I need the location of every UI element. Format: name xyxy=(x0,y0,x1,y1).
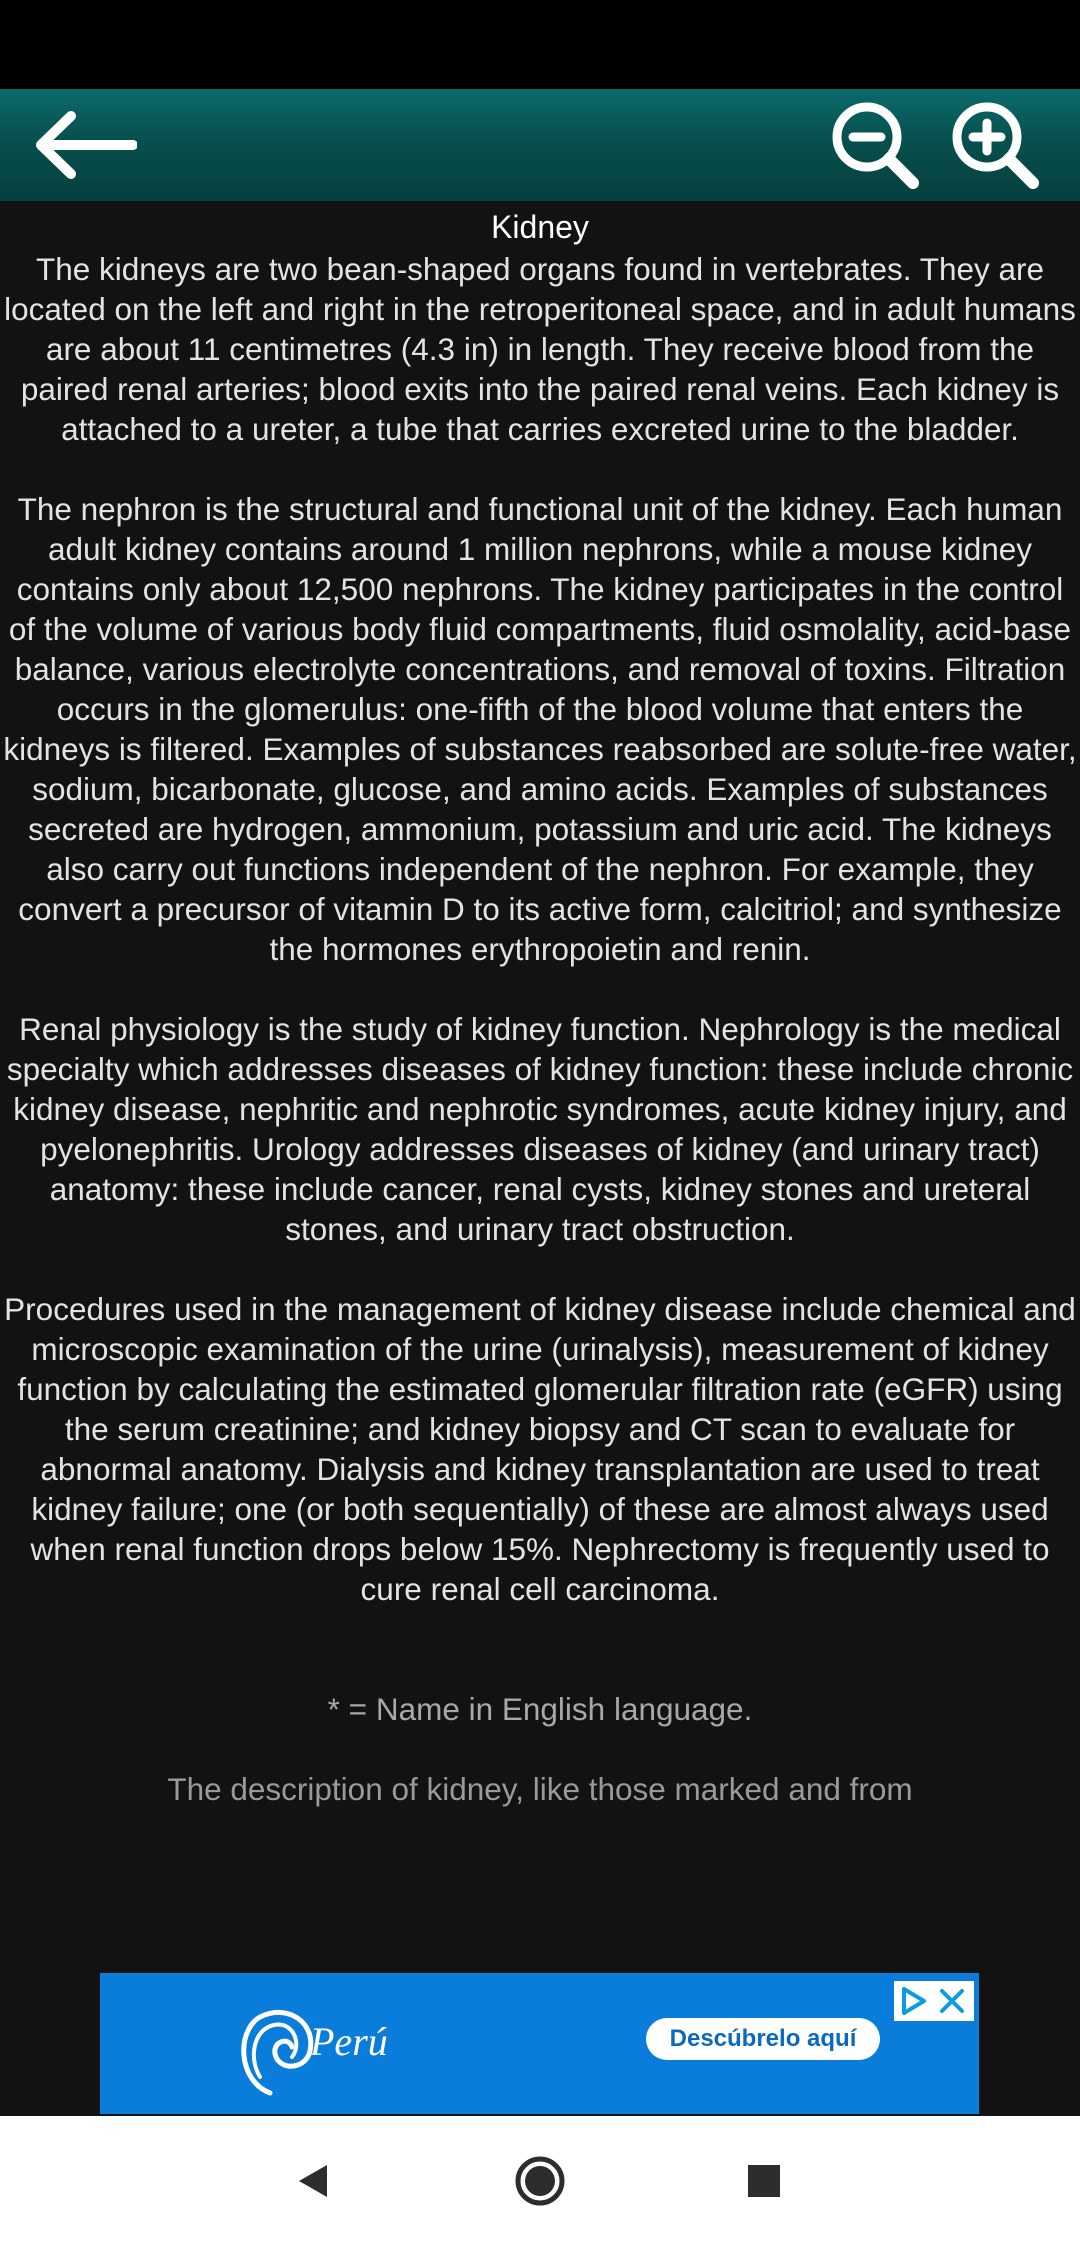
footnote: * = Name in English language. xyxy=(327,1691,753,1727)
ad-area xyxy=(0,1973,1080,2116)
article-paragraph-4: Procedures used in the management of kidney disease include chemical and microscopic examination of the urine (urinalysis), measurement of kidney function by calculating the estimated glomerular filtration rate (eGFR) using the serum creatinine; and kidney biopsy and CT scan to evaluate for abnormal anatomy. Dialysis and kidney transplantation are used to treat kidney failure; one (or both sequentially) of these are almost always used when renal function drops below 15%. Nephrectomy is frequently used to cure renal cell carcinoma. xyxy=(4,1291,1076,1607)
nav-back-button[interactable] xyxy=(283,2151,343,2211)
article-title: Kidney xyxy=(491,209,589,245)
ad-brand-logo xyxy=(230,2001,410,2106)
peru-logo-icon xyxy=(230,2001,410,2101)
back-button[interactable] xyxy=(20,89,150,201)
arrow-left-icon xyxy=(33,110,137,180)
ad-brand-text: Perú xyxy=(310,2019,388,2064)
status-bar xyxy=(0,0,1080,89)
article-content[interactable] xyxy=(0,201,1080,1973)
zoom-out-button[interactable] xyxy=(820,89,930,201)
zoom-out-icon xyxy=(829,99,921,191)
nav-home-icon xyxy=(513,2154,567,2208)
ad-info-close-icon xyxy=(894,1981,974,2021)
nav-back-icon xyxy=(293,2161,333,2201)
nav-recents-icon xyxy=(746,2163,782,2199)
ad-choices[interactable] xyxy=(894,1981,974,2021)
article-paragraph-1: The kidneys are two bean-shaped organs found in vertebrates. They are located on the left and right in the retroperitoneal space, and in adult humans are about 11 centimetres (4.3 in) in length. They receive blood from the paired renal arteries; blood exits into the paired renal veins. Each kidney is attached to a ureter, a tube that carries excreted urine to the bladder. xyxy=(4,251,1076,447)
system-nav-bar xyxy=(0,2116,1080,2246)
article-paragraph-3: Renal physiology is the study of kidney function. Nephrology is the medical specialty which addresses diseases of kidney function: these include chronic kidney disease, nephritic and nephrotic syndromes, acute kidney injury, and pyelonephritis. Urology addresses diseases of kidney (and urinary tract) anatomy: these include cancer, renal cysts, kidney stones and ureteral stones, and urinary tract obstruction. xyxy=(6,1011,1074,1247)
ad-cta-button[interactable]: Descúbrelo aquí xyxy=(646,2018,880,2060)
cutoff-text: The description of kidney, like those marked and from xyxy=(167,1771,913,1807)
article-paragraph-2: The nephron is the structural and functional unit of the kidney. Each human adult kidney contains around 1 million nephrons, while a mouse kidney contains only about 12,500 nephrons. The kidney participates in the control of the volume of various body fluid compartments, fluid osmolality, acid-base balance, various electrolyte concentrations, and removal of toxins. Filtration occurs in the glomerulus: one-fifth of the blood volume that enters the kidneys is filtered. Examples of substances reabsorbed are solute-free water, sodium, bicarbonate, glucose, and amino acids. Examples of substances secreted are hydrogen, ammonium, potassium and uric acid. The kidneys also carry out functions independent of the nephron. For example, they convert a precursor of vitamin D to its active form, calcitriol; and synthesize the hormones erythropoietin and renin. xyxy=(3,491,1077,967)
nav-recents-button[interactable] xyxy=(734,2151,794,2211)
zoom-in-button[interactable] xyxy=(940,89,1050,201)
app-bar xyxy=(0,89,1080,201)
zoom-in-icon xyxy=(949,99,1041,191)
ad-banner[interactable] xyxy=(100,1973,979,2114)
nav-home-button[interactable] xyxy=(510,2151,570,2211)
